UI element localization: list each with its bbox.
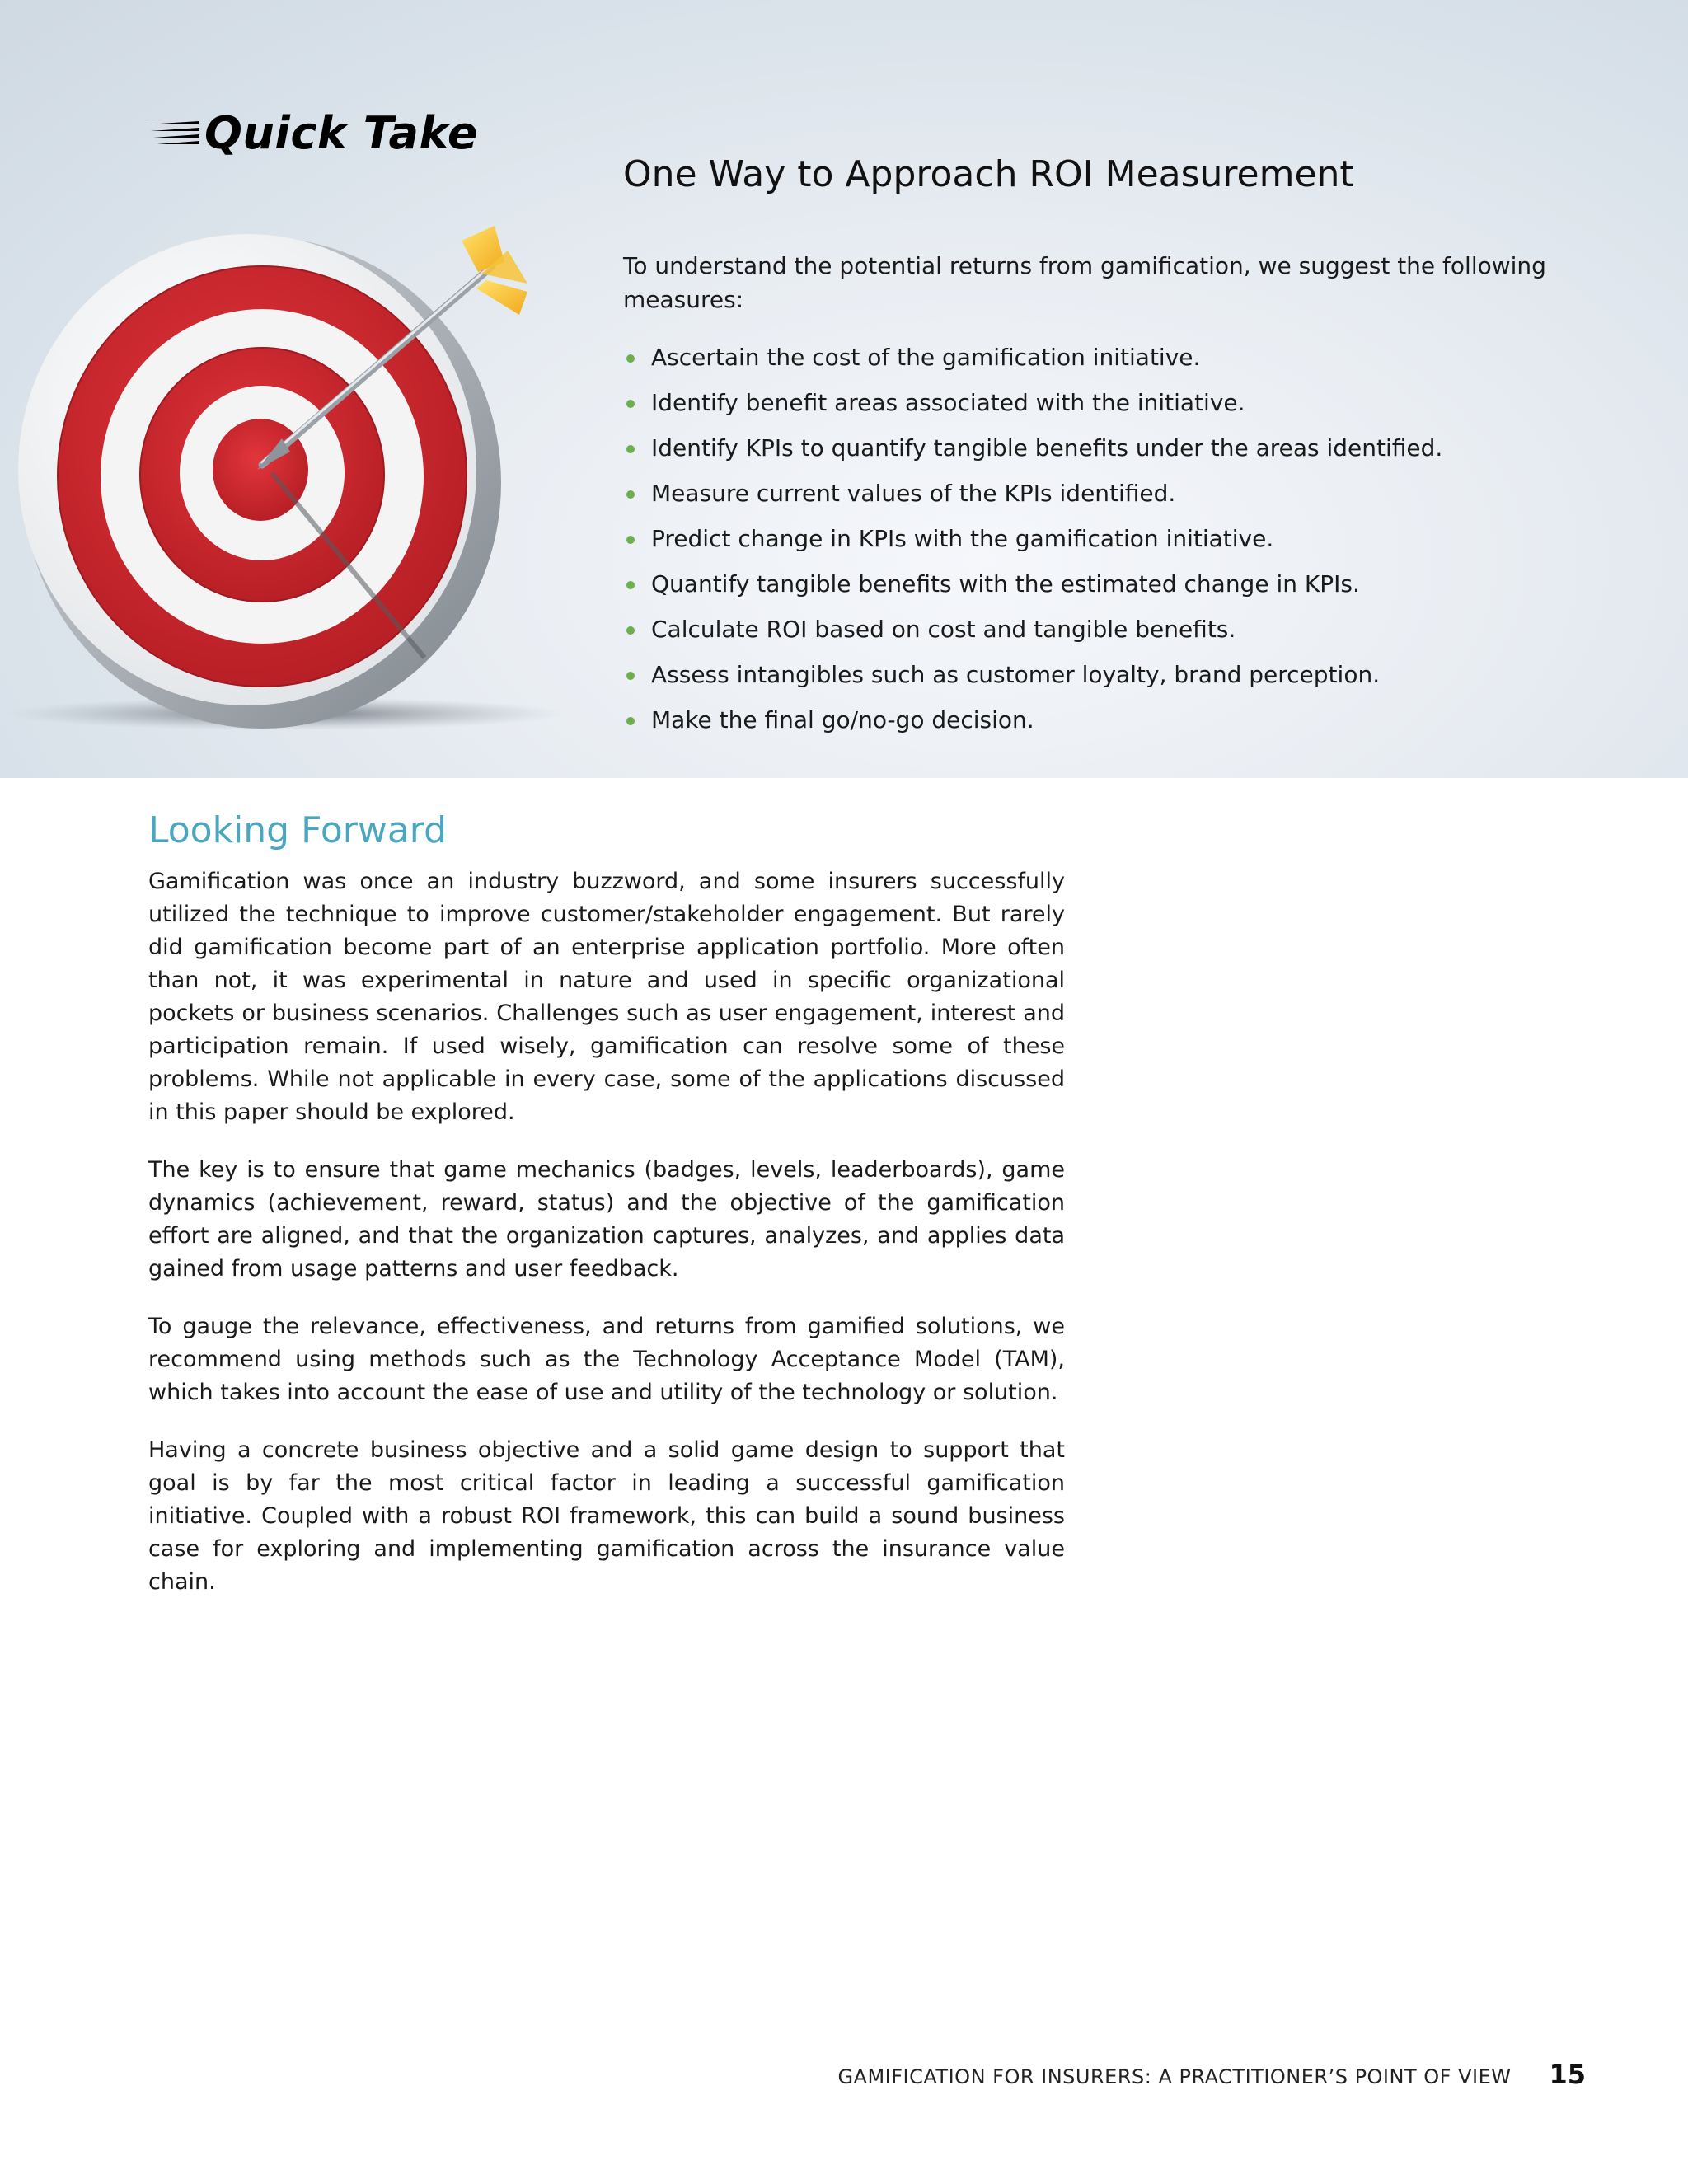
roi-measures-list — [623, 340, 1442, 748]
quick-take-title: One Way to Approach ROI Measurement — [623, 153, 1354, 195]
list-item: Quantify tangible benefits with the estimated change in KPIs. — [623, 566, 1442, 612]
paragraph: To gauge the relevance, effectiveness, and returns from gamified solutions, we recommend using methods such as the Technology Acceptance Model (TAM), which takes into account the ease of use and utility of the technology or solution. — [148, 1314, 1065, 1405]
quick-take-intro: To understand the potential returns from gamification, we suggest the following measures: — [623, 252, 1546, 313]
list-item: Measure current values of the KPIs identified. — [623, 476, 1442, 521]
paragraph: Gamification was once an industry buzzword, and some insurers successfully utilized the technique to improve customer/stakeholder engagement. But rarely did gamification become part of an enterprise application portfolio. More often than not, it was experimental in nature and used in specific organizational pockets or business scenarios. Challenges such as user engagement, interest and participation remain. If used wisely, gamification can resolve some of these problems. While not applicable in every case, some of the applications discussed in this paper should be explored. — [148, 869, 1065, 1125]
list-item: Calculate ROI based on cost and tangible benefits. — [623, 612, 1442, 657]
paragraph: The key is to ensure that game mechanics (badges, levels, leaderboards), game dynamics (achievement, reward, status) and the objective of the gamification effort are aligned, and that the organization captures, analyzes, and applies data gained from usage patterns and user feedback. — [148, 1157, 1065, 1282]
list-item: Ascertain the cost of the gamification initiative. — [623, 340, 1442, 385]
page-number: 15 — [1549, 2059, 1586, 2090]
list-item: Identify benefit areas associated with the initiative. — [623, 385, 1442, 430]
target-arrow-illustration — [0, 223, 610, 750]
quick-take-logo — [145, 104, 478, 162]
quick-take-label: Quick Take — [204, 106, 479, 159]
list-item: Predict change in KPIs with the gamification initiative. — [623, 521, 1442, 566]
section-heading: Looking Forward — [148, 809, 448, 851]
paragraph: Having a concrete business objective and a solid game design to support that goal is by far the most critical factor in leading a successful gamification initiative. Coupled with a robust ROI framework, this can build a sound business case for exploring and implementing gamification across the insurance value chain. — [148, 1437, 1065, 1595]
list-item: Assess intangibles such as customer loyalty, brand perception. — [623, 657, 1442, 702]
page-footer — [837, 2059, 1586, 2090]
speed-lines-icon — [145, 116, 203, 149]
list-item: Identify KPIs to quantify tangible benefits under the areas identified. — [623, 430, 1442, 476]
quick-take-panel — [0, 0, 1688, 778]
list-item: Make the final go/no-go decision. — [623, 702, 1442, 748]
running-title: GAMIFICATION FOR INSURERS: A PRACTITIONER’S POINT OF VIEW — [837, 2065, 1512, 2088]
body-text — [148, 865, 1065, 1624]
